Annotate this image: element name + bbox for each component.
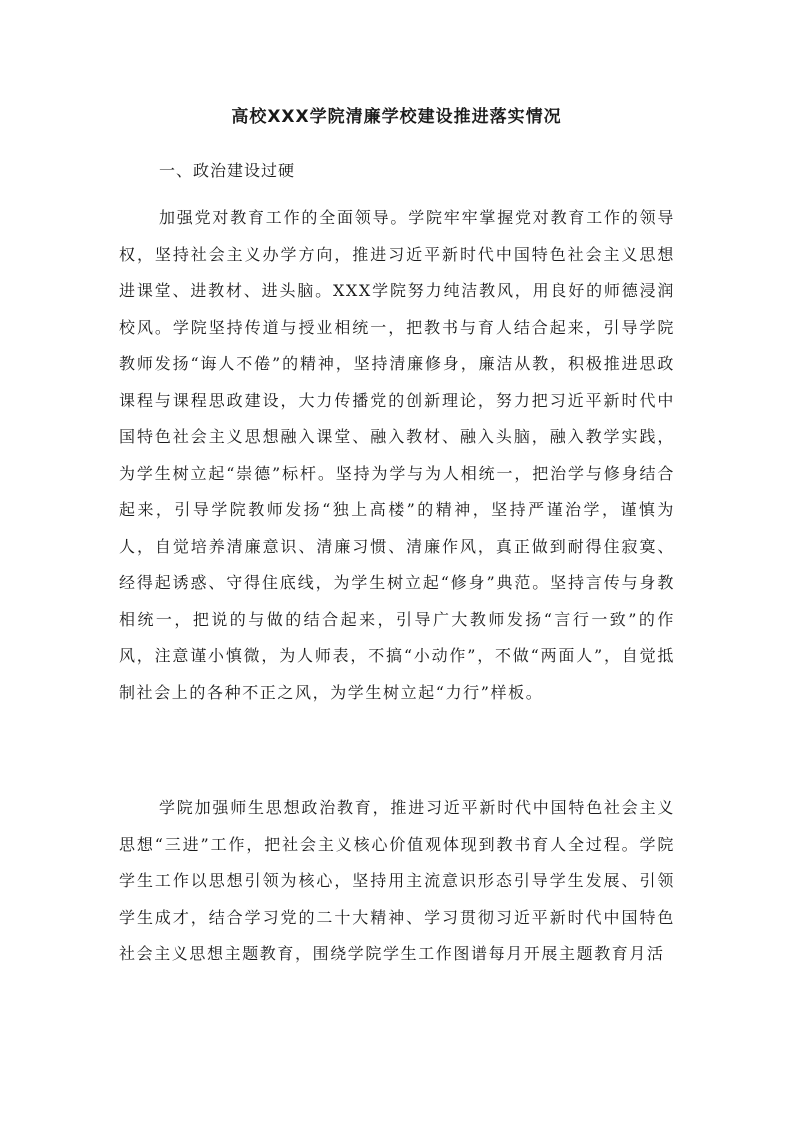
section-heading: 一、政治建设过硬 [159,161,296,180]
document-title: 高校XXX学院清廉学校建设推进落实情况 [231,107,562,127]
body-paragraph: 加强党对教育工作的全面领导。学院牢牢掌握党对教育工作的领导权，坚持社会主义办学方向，推进习近平新时代中国特色社会主义思想进课堂、进教材、进头脑。XXX学院努力纯洁教风，用良好的师德浸润校风。学院坚持传道与授业相统一，把教书与育人结合起来，引导学院教师发扬“诲人不倦”的精神，坚持清廉修身，廉洁从教，积极推进思政课程与课程思政建设，大力传播党的创新理论，努力把习近平新时代中国特色社会主义思想融入课堂、融入教材、融入头脑，融入教学实践，为学生树立起“崇德”标杆。坚持为学与为人相统一，把治学与修身结合起来，引导学院教师发扬“独上高楼”的精神，坚持严谨治学，谨慎为人，自觉培养清廉意识、清廉习惯、清廉作风，真正做到耐得住寂寞、经得起诱惑、守得住底线，为学生树立起“修身”典范。坚持言传与身教相统一，把说的与做的结合起来，引导广大教师发扬“言行一致”的作风，注意谨小慎微，为人师表，不搞“小动作”，不做“两面人”，自觉抵制社会上的各种不正之风，为学生树立起“力行”样板。 [119,208,675,702]
body-paragraph: 学院加强师生思想政治教育，推进习近平新时代中国特色社会主义思想“三进”工作，把社会主义核心价值观体现到教书育人全过程。学院学生工作以思想引领为核心，坚持用主流意识形态引导学生发展、引领学生成才，结合学习党的二十大精神、学习贯彻习近平新时代中国特色社会主义思想主题教育，围绕学院学生工作图谱每月开展主题教育月活 [119,798,675,963]
